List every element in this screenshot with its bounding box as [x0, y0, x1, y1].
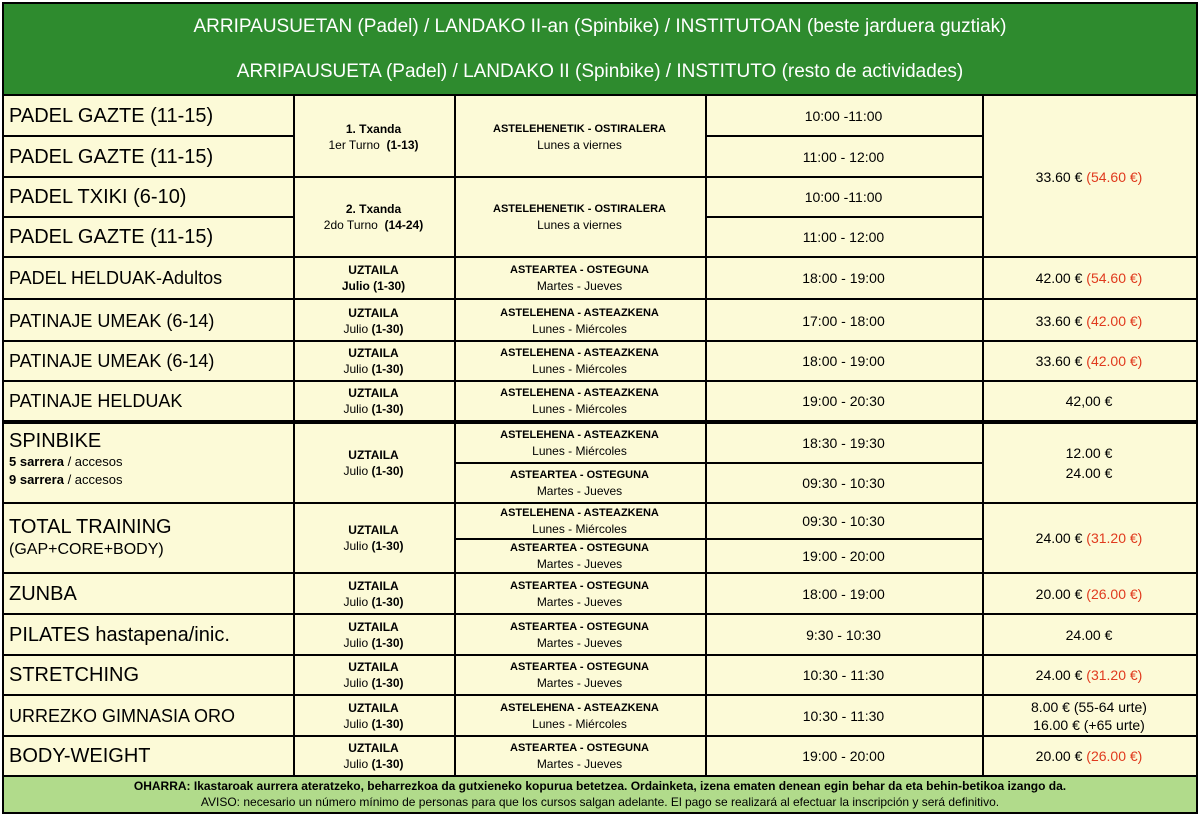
grid-line: [4, 216, 293, 218]
footer-note: [4, 776, 1196, 812]
time-cell: 11:00 - 12:00: [802, 148, 885, 165]
days-spanish: Martes - Jueves: [536, 278, 623, 293]
activity-padel-gazte-2: PADEL GAZTE (11-15): [9, 145, 214, 168]
grid-line: [4, 613, 1196, 615]
days-basque: ASTELEHENA - ASTEAZKENA: [500, 507, 659, 519]
month-cell: [293, 614, 454, 655]
access-label: / accesos: [63, 472, 123, 487]
activity-padel-gazte-1: PADEL GAZTE (11-15): [9, 105, 214, 127]
grid-line: [4, 256, 1196, 258]
time-cell: 18:30 - 19:30: [802, 435, 885, 451]
activity-zunba: ZUNBA: [9, 582, 77, 605]
month-spanish: Julio: [343, 539, 369, 553]
activity-total-training: [4, 503, 293, 573]
time-cell: 10:00 -11:00: [804, 189, 883, 205]
grid-line: [4, 340, 1196, 342]
access-count: 9 sarrera: [9, 472, 64, 487]
days-basque: ASTEARTEA - OSTEGUNA: [510, 661, 649, 673]
access-count: 5 sarrera: [9, 454, 64, 469]
activity-padel-gazte-3: PADEL GAZTE (11-15): [9, 226, 214, 248]
activity-spinbike: [4, 423, 293, 503]
days-spanish: Lunes - Miércoles: [532, 362, 627, 376]
price-cell: [982, 300, 1196, 341]
activity-pilates: PILATES hastapena/inic.: [9, 623, 230, 646]
price-value: 42.00 €: [1035, 269, 1083, 286]
price-cell: [982, 695, 1196, 736]
month-basque: UZTAILA: [348, 305, 399, 320]
month-spanish: Julio: [343, 757, 369, 771]
month-spanish: Julio: [343, 594, 369, 609]
month-range: (1-30): [371, 635, 404, 650]
days-cell: [454, 614, 705, 655]
schedule-sheet: [2, 2, 1198, 814]
month-cell: [293, 655, 454, 695]
grid-line: [454, 538, 982, 540]
days-basque: ASTEARTEA - OSTEGUNA: [510, 579, 649, 592]
price-value: 8.00 € (55-64 urte): [1031, 698, 1147, 715]
turn-2-label: 2. Txanda: [345, 202, 402, 216]
price-alt: (26.00 €): [1086, 748, 1143, 764]
grid-line: [4, 775, 1196, 777]
grid-line: [982, 94, 984, 776]
month-spanish: Julio: [343, 464, 369, 478]
days-cell: [454, 257, 705, 298]
time-cell: 10:30 - 11:30: [802, 707, 885, 724]
padel-turn-2: [293, 177, 454, 257]
price-value: 24.00 €: [1065, 626, 1113, 643]
days-cell: [454, 423, 705, 463]
price-value: 20.00 €: [1035, 585, 1083, 602]
month-basque: UZTAILA: [348, 660, 399, 674]
days-basque: ASTELEHENA - ASTEAZKENA: [500, 387, 659, 399]
month-cell: [293, 695, 454, 736]
grid-line: [4, 298, 1196, 300]
days-spanish: Lunes - Miércoles: [532, 402, 627, 416]
price-cell: [982, 573, 1196, 614]
time-cell: 18:00 - 19:00: [802, 269, 885, 286]
grid-line: [4, 735, 1196, 737]
month-cell: [293, 423, 454, 503]
days-cell: [454, 539, 705, 573]
days-cell: [454, 300, 705, 341]
days-basque: ASTEARTEA - OSTEGUNA: [510, 469, 649, 481]
month-cell: [293, 503, 454, 573]
month-basque: UZTAILA: [348, 262, 399, 277]
month-spanish: Julio: [343, 321, 369, 336]
turn-1-range: (1-13): [386, 137, 419, 152]
grid-line: [4, 502, 1196, 504]
grid-line: [705, 135, 982, 137]
time-cell: 19:00 - 20:30: [802, 393, 885, 409]
price-alt: (31.20 €): [1086, 667, 1143, 683]
time-cell: 18:00 - 19:00: [802, 585, 885, 602]
price-value: 12.00 €: [1065, 445, 1113, 461]
grid-line: [454, 462, 982, 464]
days-spanish: Martes - Jueves: [536, 594, 623, 609]
days-basque: ASTELEHENETIK - OSTIRALERA: [493, 122, 666, 135]
price-cell: [982, 341, 1196, 381]
month-basque: UZTAILA: [348, 619, 399, 634]
header-title-spanish: ARRIPAUSUETA (Padel) / LANDAKO II (Spinbike) / INSTITUTO (resto de actividades): [236, 61, 964, 82]
days-cell: [454, 381, 705, 421]
padel-days-2: [454, 177, 705, 257]
month-spanish: Julio: [343, 635, 369, 650]
price-alt: (54.60 €): [1086, 168, 1143, 185]
days-cell: [454, 736, 705, 776]
padel-price: [982, 96, 1196, 257]
days-cell: [454, 341, 705, 381]
price-value: 20.00 €: [1035, 748, 1083, 764]
days-basque: ASTELEHENA - ASTEAZKENA: [500, 429, 659, 441]
month-range: (1-30): [371, 362, 404, 376]
padel-turn-1: [293, 96, 454, 177]
price-value: 16.00 € (+65 urte): [1033, 716, 1145, 733]
month-basque: UZTAILA: [348, 741, 399, 755]
turn-1-sub: 1er Turno: [328, 137, 380, 152]
price-value: 24.00 €: [1035, 530, 1083, 546]
days-cell: [454, 695, 705, 736]
month-spanish: Julio (1-30): [341, 278, 406, 293]
time-cell: 17:00 - 18:00: [802, 312, 885, 329]
activity-name: SPINBIKE: [9, 430, 102, 452]
grid-line: [4, 694, 1196, 696]
month-range: (1-30): [371, 464, 404, 478]
days-basque: ASTEARTEA - OSTEGUNA: [510, 742, 649, 754]
days-spanish: Martes - Jueves: [536, 484, 623, 498]
grid-line: [454, 94, 456, 776]
days-basque: ASTELEHENA - ASTEAZKENA: [500, 306, 659, 319]
price-alt: (42.00 €): [1086, 312, 1143, 329]
month-cell: [293, 300, 454, 341]
price-cell: [982, 736, 1196, 776]
month-spanish: Julio: [343, 676, 369, 690]
grid-line: [4, 422, 1196, 424]
price-value: 33.60 €: [1035, 353, 1083, 369]
month-range: (1-30): [371, 676, 404, 690]
time-cell: 9:30 - 10:30: [806, 626, 881, 643]
time-cell: 19:00 - 20:00: [802, 548, 885, 564]
access-label: / accesos: [63, 454, 123, 469]
header-banner: [4, 4, 1196, 96]
days-basque: ASTELEHENETIK - OSTIRALERA: [493, 203, 666, 215]
price-alt: (54.60 €): [1086, 269, 1143, 286]
days-spanish: Martes - Jueves: [536, 757, 623, 771]
month-basque: UZTAILA: [348, 448, 399, 462]
time-cell: 09:30 - 10:30: [802, 475, 885, 491]
month-range: (1-30): [371, 716, 404, 731]
month-cell: [293, 381, 454, 421]
time-cell: 18:00 - 19:00: [802, 353, 885, 369]
price-cell: [982, 614, 1196, 655]
days-cell: [454, 503, 705, 539]
days-cell: [454, 463, 705, 503]
activity-padel-txiki: PADEL TXIKI (6-10): [9, 186, 187, 208]
price-value: 33.60 €: [1035, 168, 1083, 185]
grid-line: [4, 654, 1196, 656]
time-cell: 19:00 - 20:00: [802, 748, 885, 764]
activity-urrezko-gimnasia: URREZKO GIMNASIA ORO: [9, 705, 236, 726]
grid-line: [705, 94, 707, 776]
price-value: 24.00 €: [1035, 667, 1083, 683]
days-spanish: Lunes - Miércoles: [532, 716, 627, 731]
grid-line: [4, 572, 1196, 574]
header-title-basque: ARRIPAUSUETAN (Padel) / LANDAKO II-an (Spinbike) / INSTITUTOAN (beste jarduera guztiak): [193, 16, 1007, 37]
grid-line: [293, 94, 295, 776]
month-range: (1-30): [371, 402, 404, 416]
days-basque: ASTEARTEA - OSTEGUNA: [510, 263, 649, 276]
price-value: 24.00 €: [1065, 465, 1113, 481]
grid-line: [4, 135, 293, 137]
grid-line: [4, 380, 1196, 382]
footer-note-spanish: AVISO: necesario un número mínimo de personas para que los cursos salgan adelante. El pago se realizará al efectuar la inscripción y será definitivo.: [200, 795, 1000, 809]
price-alt: (26.00 €): [1086, 585, 1143, 602]
price-cell: [982, 257, 1196, 298]
activity-stretching: STRETCHING: [9, 664, 139, 686]
activity-patinaje-helduak: PATINAJE HELDUAK: [9, 391, 183, 411]
days-spanish: Lunes a viernes: [537, 137, 622, 152]
month-spanish: Julio: [343, 402, 369, 416]
month-basque: UZTAILA: [348, 700, 399, 715]
activity-patinaje-umeak-2: PATINAJE UMEAK (6-14): [9, 351, 215, 371]
price-cell: [982, 423, 1196, 503]
month-spanish: Julio: [343, 716, 369, 731]
month-range: (1-30): [371, 594, 404, 609]
time-cell: 10:30 - 11:30: [802, 667, 885, 683]
days-basque: ASTEARTEA - OSTEGUNA: [510, 542, 649, 554]
days-spanish: Martes - Jueves: [536, 557, 623, 571]
month-range: (1-30): [371, 539, 404, 553]
month-cell: [293, 257, 454, 298]
activity-patinaje-umeak-1: PATINAJE UMEAK (6-14): [9, 310, 215, 331]
activity-body-weight: BODY-WEIGHT: [9, 745, 151, 767]
price-cell: [982, 655, 1196, 695]
days-basque: ASTELEHENA - ASTEAZKENA: [500, 701, 659, 714]
time-cell: 11:00 - 12:00: [802, 229, 885, 245]
grid-line: [4, 176, 982, 178]
days-cell: [454, 573, 705, 614]
time-cell: 10:00 -11:00: [804, 108, 883, 124]
days-spanish: Lunes - Miércoles: [532, 522, 627, 536]
month-range: (1-30): [371, 757, 404, 771]
price-value: 42,00 €: [1065, 393, 1113, 409]
month-basque: UZTAILA: [348, 386, 399, 400]
turn-2-range: (14-24): [384, 218, 424, 232]
days-spanish: Lunes a viernes: [537, 218, 622, 232]
price-alt: (31.20 €): [1086, 530, 1143, 546]
days-basque: ASTEARTEA - OSTEGUNA: [510, 620, 649, 633]
days-basque: ASTELEHENA - ASTEAZKENA: [500, 347, 659, 359]
activity-padel-helduak: PADEL HELDUAK-Adultos: [9, 267, 223, 288]
month-basque: UZTAILA: [348, 578, 399, 593]
month-cell: [293, 573, 454, 614]
padel-days-1: [454, 96, 705, 177]
days-spanish: Martes - Jueves: [536, 635, 623, 650]
footer-note-basque: OHARRA: Ikastaroak aurrera ateratzeko, beharrezkoa da gutxieneko kopurua betetzea. Ordainketa, izena ematen denean egin behar da eta behin-betikoa izango da.: [133, 779, 1067, 793]
month-cell: [293, 736, 454, 776]
days-cell: [454, 655, 705, 695]
activity-name: TOTAL TRAINING: [9, 516, 172, 538]
turn-2-sub: 2do Turno: [323, 218, 378, 232]
days-spanish: Lunes - Miércoles: [532, 444, 627, 458]
activity-subtitle: (GAP+CORE+BODY): [9, 541, 164, 558]
time-cell: 09:30 - 10:30: [802, 513, 885, 529]
month-basque: UZTAILA: [348, 346, 399, 360]
month-range: (1-30): [371, 321, 404, 336]
turn-1-label: 1. Txanda: [345, 121, 402, 136]
days-spanish: Lunes - Miércoles: [532, 321, 627, 336]
price-value: 33.60 €: [1035, 312, 1083, 329]
price-cell: [982, 503, 1196, 573]
days-spanish: Martes - Jueves: [536, 676, 623, 690]
grid-line: [705, 216, 982, 218]
price-cell: [982, 381, 1196, 421]
month-cell: [293, 341, 454, 381]
month-spanish: Julio: [343, 362, 369, 376]
month-basque: UZTAILA: [348, 523, 399, 537]
price-alt: (42.00 €): [1086, 353, 1143, 369]
